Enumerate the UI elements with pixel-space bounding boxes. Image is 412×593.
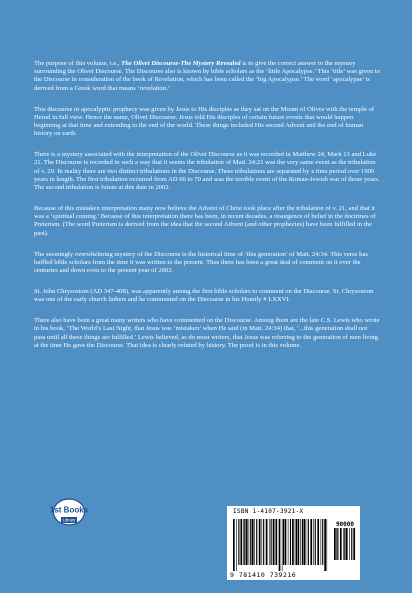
barcode-bar	[244, 519, 245, 565]
barcode-bar	[238, 519, 239, 565]
barcode-bar	[344, 528, 345, 560]
barcode-bar	[273, 519, 275, 565]
book-title-emphasis: The Olivet Discourse-The Mystery Revealed	[121, 60, 241, 67]
barcode-bar	[263, 519, 264, 565]
barcode-bar	[276, 519, 277, 565]
barcode-bar	[321, 519, 322, 565]
barcode-bar	[295, 519, 296, 565]
barcode-bar	[324, 519, 326, 571]
paragraph-5: The seemingly overwhelming mystery of the Discourse is the historical time of ‘this generation’ of Matt. 24:34. This verse has baffled bible scholars from the time it was written to the present. Thus there has been a great deal of comment on it over the centuries and down even to the present year of 2002.	[34, 250, 368, 275]
barcode-bar	[337, 528, 338, 560]
barcode-bar	[282, 519, 283, 571]
barcode-bar	[343, 528, 344, 560]
paragraph-1-lead: The purpose of this volume, i.e.,	[34, 60, 122, 67]
barcode-bar	[250, 519, 251, 565]
barcode-bar	[351, 528, 352, 560]
barcode-bar	[288, 519, 289, 565]
barcode-bar	[340, 528, 342, 560]
barcode-bar	[236, 519, 237, 571]
barcode-bar	[302, 519, 303, 565]
blurb-text	[34, 60, 380, 363]
paragraph-3: There is a mystery associated with the interpretation of the Olivet Discourse as it was recorded in Matthew 24, Mark 13 and Luke 21. The Discourse is recorded in such a way that it seems the tribulation of Matt. 24:21 was the very same event as the tribulation of v. 29. In reality there are two distinct tribulations in the Discourse. These tribulations are separated by a time period over 1900 years in length. The first tribulation occurred from AD 66 to 70 and was the terrible event of the Roman-Jewish war of those years. The second tribulation is future at this date in 2002.	[34, 151, 380, 192]
barcode-bar	[353, 528, 355, 560]
ean-barcode	[232, 519, 328, 571]
ean-digits: 9 781410 739216	[230, 571, 297, 579]
barcode-bar	[346, 528, 348, 560]
barcode-bar	[254, 519, 255, 565]
barcode-bar	[246, 519, 248, 565]
barcode-bar	[243, 519, 244, 565]
barcode-bar	[252, 519, 254, 565]
barcode-bar	[313, 519, 314, 565]
publisher-logo-subtext: Library	[62, 517, 76, 523]
addon-barcode	[333, 528, 357, 566]
barcode-bar	[262, 519, 263, 565]
barcode-bar	[290, 519, 291, 565]
barcode-bar	[310, 519, 312, 565]
barcode-bar	[334, 528, 336, 560]
barcode-bar	[315, 519, 316, 565]
barcode-bar	[298, 519, 300, 565]
barcode-bar	[317, 519, 319, 565]
barcode-bar	[296, 519, 297, 565]
paragraph-2: This discourse or apocalyptic prophecy was given by Jesus to His disciples as they sat on the Mount of Olives with the temple of Herod in full view. Hence the name, Olivet Discourse. Jesus told His disciples of certain future events that would happen beginning at that time and extending to the end of the world. These things included His second Advent and the end of human history on earth.	[34, 105, 375, 138]
barcode-bar	[259, 519, 261, 565]
paragraph-4: Because of this mistaken interpretation many now believe the Advent of Christ took place after the tribulation of v. 21, and that it was a ‘spiritual coming.’ Because of this interpretation there has been, in recent decades, a resurgence of belief in the doctrines of Preterism. (The word Preterism is derived from the idea that the second Advent (and other prophecies) have been fulfilled in the past).	[34, 205, 376, 237]
barcode-bar	[249, 519, 250, 565]
paragraph-1	[34, 60, 380, 93]
barcode-bar	[292, 519, 294, 565]
barcode-bar	[303, 519, 305, 565]
barcode-bar	[275, 519, 276, 565]
barcode-bar	[336, 528, 337, 560]
barcode-bar	[271, 519, 272, 565]
publisher-logo-text: 1st Books	[49, 505, 89, 515]
isbn-text: ISBN 1-4107-3921-X	[233, 508, 304, 515]
paragraph-1-rest: is to give the correct answer to the mystery surrounding the Olivet Discourse. The Discourse also is known by bible scholars as the ‘little Apocalypse.’ This ‘title’ was given to the Discourse in consideration of the book of Revelation, which has been called the ‘big Apocalypse.’ The word ‘apocalypse’ is derived from a Greek word that means ‘revelation.’	[34, 60, 380, 92]
barcode-bar	[256, 519, 257, 565]
publisher-logo	[49, 498, 89, 528]
barcode-bar	[300, 519, 301, 565]
barcode-bar	[266, 519, 268, 565]
barcode-bar	[327, 519, 328, 571]
barcode-bar	[279, 519, 281, 571]
price-code: 90000	[335, 521, 354, 528]
barcode-bar	[240, 519, 242, 565]
barcode-bar	[349, 528, 350, 560]
paragraph-6: St. John Chrysostom (AD 347-408), was apparently among the first bible scholars to comment on the Discourse. St. Chrysostom was one of the early church fathers and he commented on the Discourse in his Homily # LXXVI.	[34, 288, 374, 304]
barcode-bar	[283, 519, 284, 565]
barcode-bar	[233, 519, 235, 571]
barcode-bar	[306, 519, 307, 565]
barcode-box	[227, 506, 360, 580]
barcode-bar	[322, 519, 323, 565]
barcode-bar	[285, 519, 287, 565]
barcode-bar	[269, 519, 270, 565]
paragraph-7: There also have been a great many writers who have commented on the Discourse. Among them are the late C.S. Lewis who wrote in his book, ‘The World’s Last Night, that Jesus was ‘mistaken’ when He said (in Matt. 24:34) that, ‘...this generation shall not pass until all these things are fulfilled.’ Lewis believed, as do most writers, that Jesus was referring to the generation of men living at the time He gave the Discourse. That idea is clearly refuted by history. The proof is in this volume.	[34, 317, 380, 349]
barcode-bar	[308, 519, 309, 565]
